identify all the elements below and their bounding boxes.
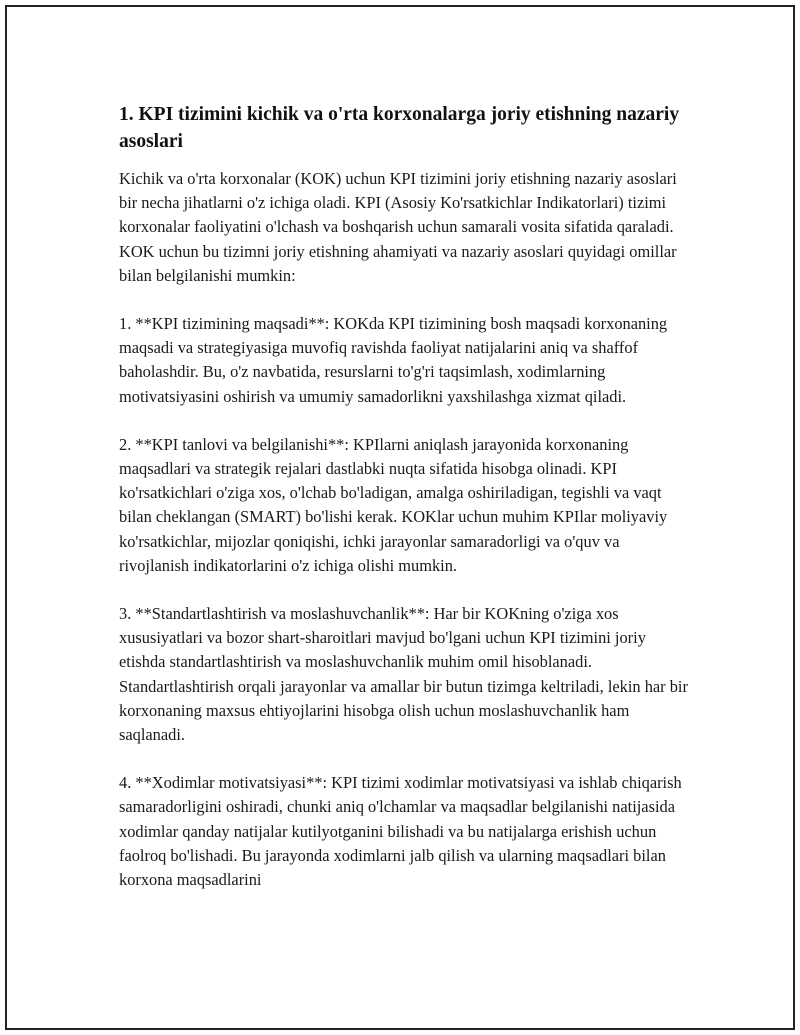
paragraph-employee-motivation: 4. **Xodimlar motivatsiyasi**: KPI tizimi xodimlar motivatsiyasi va ishlab chiqarish samaradorligini oshiradi, chunki aniq o'lchamlar va maqsadlar belgilanishi natijasida xodimlar qanday natijalar kutilyotganini bilishadi va bu natijalarga erishish uchun faolroq bo'lishadi. Bu jarayonda xodimlarni jalb qilish va ularning maqsadlari bilan korxona maqsadlarini	[119, 773, 682, 890]
intro-paragraph: Kichik va o'rta korxonalar (KOK) uchun KPI tizimini joriy etishning nazariy asoslari bir necha jihatlarni o'z ichiga oladi. KPI (Asosiy Ko'rsatkichlar Indikatorlari) tizimi korxonalar faoliyatini o'lchash va boshqarish uchun samarali vosita sifatida qaraladi. KOK uchun bu tizimni joriy etishning ahamiyati va nazariy asoslari quyidagi omillar bilan belgilanishi mumkin:	[119, 169, 677, 285]
paragraph-kpi-purpose: 1. **KPI tizimining maqsadi**: KOKda KPI tizimining bosh maqsadi korxonaning maqsadi va strategiyasiga muvofiq ravishda faoliyat natijalarini aniq va shaffof baholashdir. Bu, o'z navbatida, resurslarni to'g'ri taqsimlash, xodimlarning motivatsiyasini oshirish va umumiy samadorlikni yaxshilashga xizmat qiladi.	[119, 314, 668, 406]
section-heading: 1. KPI tizimini kichik va o'rta korxonalarga joriy etishning nazariy asoslari	[119, 104, 680, 152]
paragraph-kpi-selection: 2. **KPI tanlovi va belgilanishi**: KPIlarni aniqlash jarayonida korxonaning maqsadlari va strategik rejalari dastlabki nuqta sifatida hisobga olinadi. KPI ko'rsatkichlari o'ziga xos, o'lchab bo'ladigan, amalga oshiriladigan, tegishli va vaqt bilan cheklangan (SMART) bo'lishi kerak. KOKlar uchun muhim KPIlar moliyaviy ko'rsatkichlar, mijozlar qoniqishi, ichki jarayonlar samaradorligi va o'quv va rivojlanish indikatorlarini o'z ichiga olishi mumkin.	[119, 434, 668, 575]
document-page	[5, 5, 795, 1030]
document-content	[119, 101, 689, 916]
paragraph-standardization: 3. **Standartlashtirish va moslashuvchanlik**: Har bir KOKning o'ziga xos xususiyatlari va bozor shart-sharoitlari mavjud bo'lgani uchun KPI tizimini joriy etishda standartlashtirish va moslashuvchanlik muhim omil hisoblanadi. Standartlashtirish orqali jarayonlar va amallar bir butun tizimga keltriladi, lekin har bir korxonaning maxsus ehtiyojlarini hisobga olish uchun moslashuvchanlik ham saqlanadi.	[119, 604, 688, 745]
